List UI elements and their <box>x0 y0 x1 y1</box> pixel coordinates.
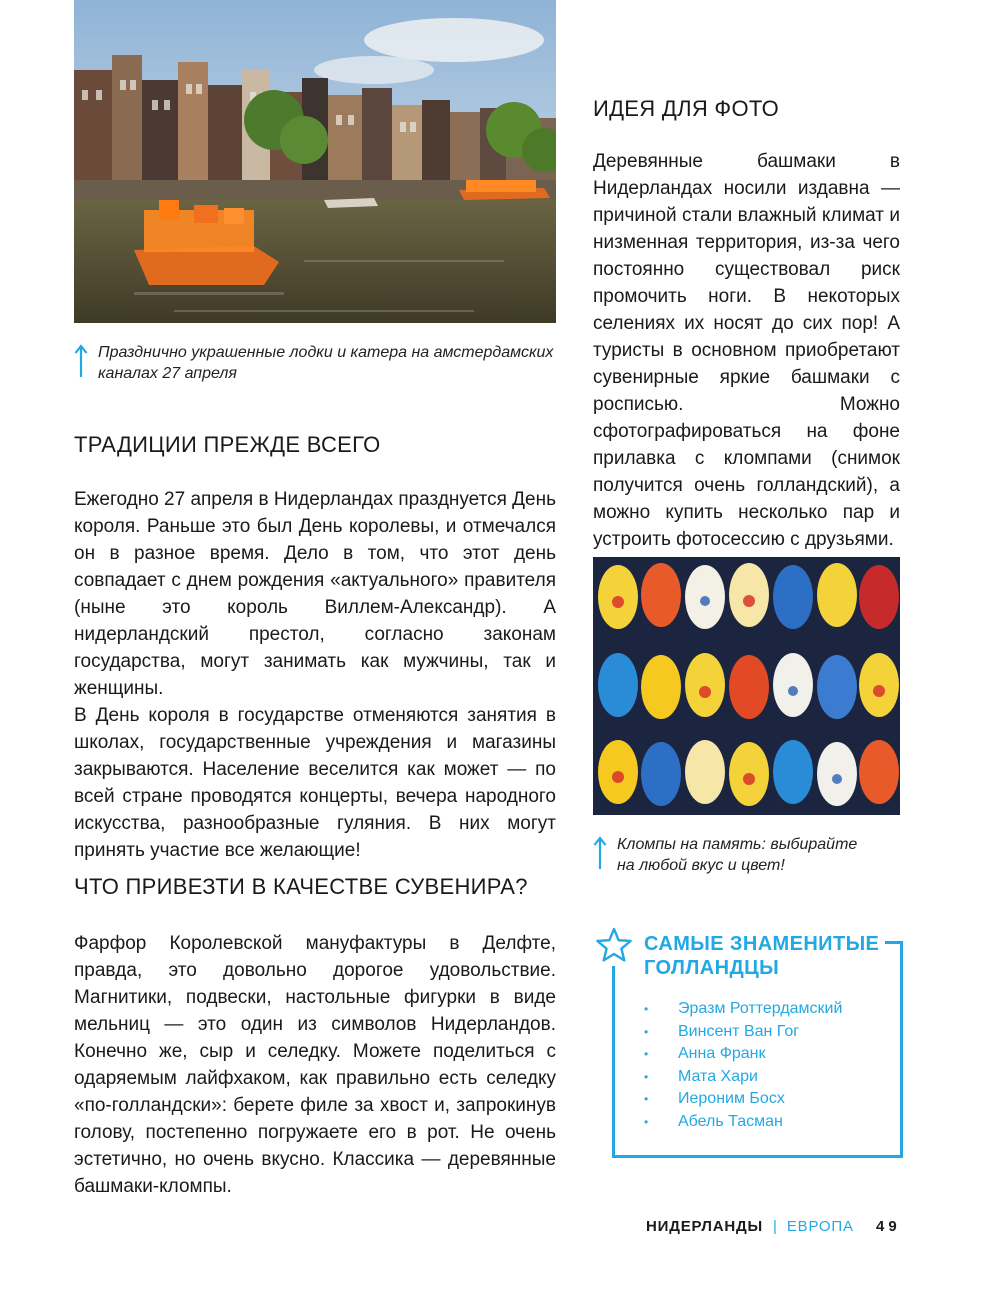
photo-caption-1 <box>74 342 564 384</box>
photo-idea-text <box>593 148 900 553</box>
list-item: • Эразм Роттердамский <box>644 998 884 1021</box>
box-title <box>644 932 885 980</box>
list-item: • Анна Франк <box>644 1043 884 1066</box>
list-item: • Иероним Босх <box>644 1088 884 1111</box>
section-heading-traditions: ТРАДИЦИИ ПРЕЖДЕ ВСЕГО <box>74 432 381 457</box>
page-number: 49 <box>876 1218 901 1235</box>
caption-text: Празднично украшенные лодки и катера на амстердамских каналах 27 апреля <box>98 344 554 382</box>
canal-boats-photo <box>74 0 556 323</box>
page-footer <box>646 1218 854 1235</box>
photo-caption-2 <box>593 834 873 876</box>
traditions-paragraph-1: Ежегодно 27 апреля в Нидерландах празднуется День короля. Раньше это был День королевы, и отмечался он в разное время. Дело в том, что этот день совпадает с днем рождения «актуального» правителя (ныне это король Виллем-Александр). А нидерландский престол, согласно законам государства, могут занимать как мужчины, так и женщины. <box>74 489 557 699</box>
souvenirs-text <box>74 930 556 1200</box>
caption-text: Кломпы на память: выбирайте на любой вкус и цвет! <box>617 836 858 874</box>
box-title-line-1: САМЫЕ ЗНАМЕНИТЫЕ <box>644 933 880 955</box>
traditions-text <box>74 486 556 864</box>
arrow-up-icon <box>593 836 607 870</box>
photo-idea-paragraph: Деревянные башмаки в Нидерландах носили издавна — причиной стали влажный климат и низменная территория, из-за чего постоянно существовал риск промочить ноги. В некоторых селениях их носят до сих пор! А туристы в основном приобретают сувенирные яркие башмаки с росписью. Можно сфотографироваться на фоне прилавка с кломпами (снимок получится очень голландский), а можно купить несколько пар и устроить фотосессию с друзьями. <box>593 151 900 550</box>
souvenirs-paragraph: Фарфор Королевской мануфактуры в Делфте, правда, это довольно дорогое удовольствие. Магнитики, подвески, настольные фигурки в виде мельниц — это один из символов Нидерландов. Конечно же, сыр и селедку. Можете поделиться с одаряемым лайфхаком, как правильно есть селедку «по-голландски»: берете филе за хвост и, запрокинув голову, постепенно погружаете его в рот. Не очень эстетично, но очень вкусно. Классика — деревянные башмаки-кломпы. <box>74 933 556 1197</box>
section-heading-souvenirs: ЧТО ПРИВЕЗТИ В КАЧЕСТВЕ СУВЕНИРА? <box>74 874 528 899</box>
arrow-up-icon <box>74 344 88 378</box>
footer-region: ЕВРОПА <box>786 1218 854 1235</box>
famous-dutch-list <box>644 998 884 1133</box>
traditions-paragraph-2: В День короля в государстве отменяются занятия в школах, государственные учреждения и магазины закрываются. Население веселится как может — по всей стране проводятся концерты, вечера народного искусства, разнообразные гуляния. В них могут принять участие все желающие! <box>74 705 556 861</box>
star-icon <box>594 926 634 966</box>
section-heading-photo-idea: ИДЕЯ ДЛЯ ФОТО <box>593 96 780 121</box>
footer-country: НИДЕРЛАНДЫ <box>646 1218 763 1235</box>
list-item: • Мата Хари <box>644 1066 884 1089</box>
list-item: • Винсент Ван Гог <box>644 1021 884 1044</box>
clogs-photo <box>593 557 900 815</box>
footer-separator: | <box>772 1218 777 1235</box>
box-title-line-2: ГОЛЛАНДЦЫ <box>644 957 780 979</box>
list-item: • Абель Тасман <box>644 1111 884 1134</box>
